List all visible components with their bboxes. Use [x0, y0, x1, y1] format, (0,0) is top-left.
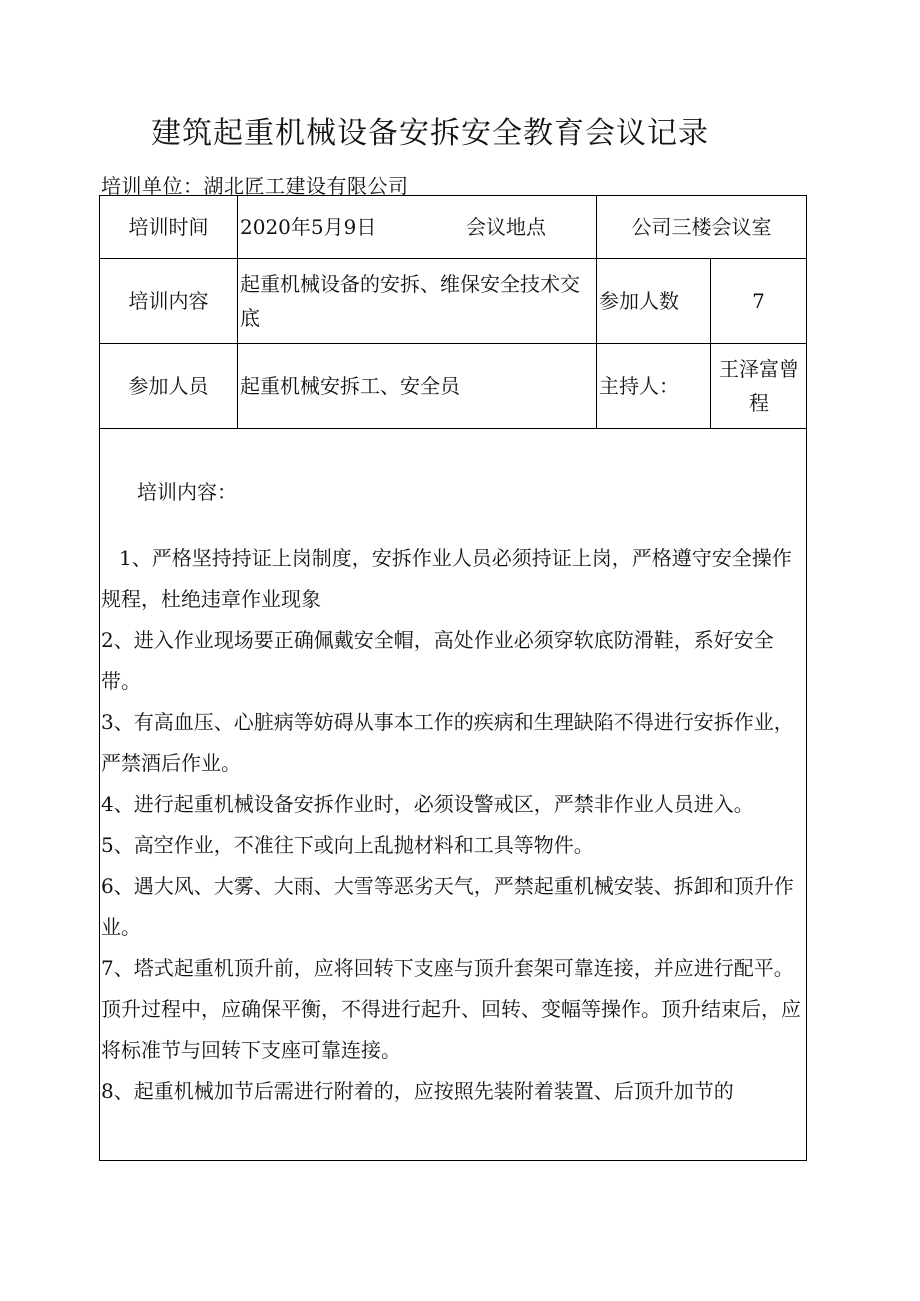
training-unit-line: 培训单位：湖北匠工建设有限公司	[101, 174, 409, 198]
label-meeting-place: 会议地点	[466, 215, 546, 239]
list-item: 8、起重机械加节后需进行附着的，应按照先装附着装置、后顶升加节的	[101, 1079, 734, 1103]
column-divider	[237, 195, 238, 428]
training-items-list	[101, 538, 805, 1112]
label-attendees: 参加人员	[128, 374, 209, 398]
document-title: 建筑起重机械设备安拆安全教育会议记录	[151, 116, 709, 151]
attendee-count-value: 7	[752, 289, 765, 313]
meeting-place-value: 公司三楼会议室	[631, 215, 772, 239]
training-time-value: 2020年5月9日	[240, 215, 377, 239]
host-value: 王泽富曾程	[719, 357, 799, 415]
label-attendee-count: 参加人数	[599, 289, 679, 313]
training-content-heading	[101, 472, 805, 513]
list-item: 5、高空作业，不准往下或向上乱抛材料和工具等物件。	[101, 833, 594, 857]
training-content-value: 起重机械设备的安拆、维保安全技术交底	[240, 272, 580, 330]
list-item: 1、严格坚持持证上岗制度，安拆作业人员必须持证上岗，严格遵守安全操作规程，杜绝违章作业现象	[101, 546, 792, 611]
list-item: 4、进行起重机械设备安拆作业时，必须设警戒区，严禁非作业人员进入。	[101, 792, 754, 816]
attendees-value: 起重机械安拆工、安全员	[240, 374, 460, 398]
label-training-content: 培训内容	[128, 289, 209, 313]
list-item: 3、有高血压、心脏病等妨碍从事本工作的疾病和生理缺陷不得进行安拆作业，严禁酒后作业。	[101, 710, 794, 775]
label-host: 主持人：	[599, 374, 679, 398]
list-item: 6、遇大风、大雾、大雨、大雪等恶劣天气，严禁起重机械安装、拆卸和顶升作业。	[101, 874, 794, 939]
list-item: 7、塔式起重机顶升前，应将回转下支座与顶升套架可靠连接，并应进行配平。顶升过程中，应确保平衡，不得进行起升、回转、变幅等操作。顶升结束后，应将标准节与回转下支座可靠连接。	[101, 956, 801, 1062]
label-training-time: 培训时间	[128, 215, 209, 239]
list-item: 2、进入作业现场要正确佩戴安全帽，高处作业必须穿软底防滑鞋，系好安全带。	[101, 628, 774, 693]
heading-text: 培训内容：	[137, 480, 237, 504]
row-divider	[99, 428, 807, 429]
